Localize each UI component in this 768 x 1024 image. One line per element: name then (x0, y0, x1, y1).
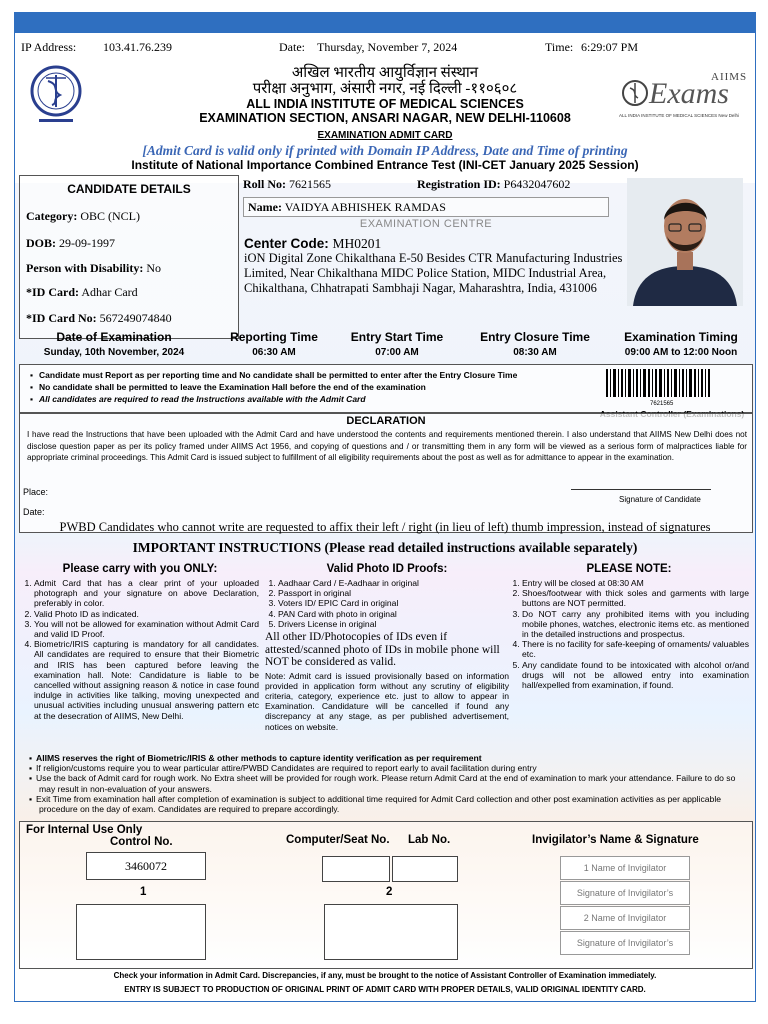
list-item: 5. Any candidate found to be intoxicated with alcohol or/and drugs will not be allowed entry into examination hall/expelled from examination, if found. (522, 660, 749, 691)
please-note-title: PLEASE NOTE: (586, 563, 672, 575)
id-note: All other ID/Photocopies of IDs even if attested/scanned photo of IDs in mobile phone will NOT be considered as valid. (265, 631, 500, 669)
box-2[interactable] (324, 904, 458, 960)
date-label-decl: Date: (23, 507, 45, 517)
id-card-value: Adhar Card (81, 285, 138, 299)
list-item: 3. Voters ID/ EPIC Card in original (278, 598, 509, 608)
logo-aiims-text: AIIMS (711, 71, 748, 83)
ip-value: 103.41.76.239 (103, 40, 172, 54)
lab-no-label: Lab No. (408, 834, 451, 846)
dob-row: DOB: 29-09-1997 (26, 236, 115, 250)
exam-date-cell: Date of Examination Sunday, 10th November, 2024 (43, 330, 185, 358)
carry-list (21, 578, 259, 721)
control-no-label: Control No. (110, 836, 173, 848)
header-english-1: ALL INDIA INSTITUTE OF MEDICAL SCIENCES (246, 97, 524, 111)
invigilator-label: Invigilator’s Name & Signature (532, 834, 699, 846)
exam-timing-cell: Examination Timing 09:00 AM to 12:00 Noon (624, 330, 738, 358)
id-proofs-column (265, 563, 509, 732)
admit-card-title: EXAMINATION ADMIT CARD (317, 130, 453, 141)
invigilator-2-signature[interactable]: Signature of Invigilator’s (560, 931, 690, 955)
list-item: 5. Drivers License in original (278, 619, 509, 629)
box-2-label: 2 (386, 886, 393, 898)
aiims-exams-logo (619, 71, 751, 127)
control-no-box: 3460072 (86, 852, 206, 880)
logo-sub-text: ALL INDIA INSTITUTE OF MEDICAL SCIENCES New Delhi (619, 113, 739, 118)
pwd-row: Person with Disability: No (26, 261, 162, 275)
barcode-icon (606, 369, 710, 397)
seat-no-box[interactable] (322, 856, 390, 882)
place-label: Place: (23, 487, 49, 497)
rule-item: ▪ Candidate must Report as per reporting time and No candidate shall be permitted to enter after the Entry Closure Time (30, 369, 590, 381)
header-hindi-1: अखिल भारतीय आयुर्विज्ञान संस्थान (291, 65, 479, 81)
person-photo-icon (627, 178, 743, 306)
rule-item: ▪ No candidate shall be permitted to leave the Examination Hall before the end of the examination (30, 381, 590, 393)
barcode-number: 7621565 (650, 401, 674, 407)
list-item: 4. There is no facility for safe-keeping of ornaments/ valuables etc. (522, 639, 749, 659)
list-item: ▪ Exit Time from examination hall after completion of examination is subject to additional time required for Admit Card collection and other post examination activities as per applicable procedure on the day of exam. Candidates are required to prepare accordingly. (29, 794, 753, 814)
please-note-column (509, 563, 749, 690)
time-value: 6:29:07 PM (581, 40, 639, 54)
list-item: ▪ Use the back of Admit card for rough work. No Extra sheet will be provided for rough work. Please return Admit Card at the end of examination to mark your attendance. Failure to do so may result in non-evaluation of your answers. (29, 773, 753, 793)
footer-note-1: Check your information in Admit Card. Discrepancies, if any, must be brought to the notice of Assistant Controller of Examination immediately. (113, 971, 657, 980)
time-label: Time: (545, 40, 574, 54)
top-bar (15, 13, 755, 33)
registration-id: Registration ID: P6432047602 (417, 177, 571, 191)
important-instructions-title: IMPORTANT INSTRUCTIONS (Please read detailed instructions available separately) (132, 540, 638, 555)
exam-name: Institute of National Importance Combined Entrance Test (INI-CET January 2025 Session) (131, 158, 639, 172)
list-item: 4. Biometric/IRIS capturing is mandatory for all candidates. All candidates are required to ensure that their Biometric and IRIS has been captured before leaving the examination hall. Note: Candidature is liable to be cancelled without assigning reason & notice in case found indulge in activities like talking, moving unexpected and unusual activities including unusual answering pattern etc at the desecration of AIIMS, New Delhi. (34, 639, 259, 721)
list-item: ▪ AIIMS reserves the right of Biometric/IRIS & other methods to capture identity verification as per requirement (29, 753, 753, 763)
invigilator-1-signature[interactable]: Signature of Invigilator’s (560, 881, 690, 905)
list-item: 2. Passport in original (278, 588, 509, 598)
entry-rules-box (19, 364, 753, 413)
entry-closure-cell: Entry Closure Time 08:30 AM (480, 330, 590, 358)
internal-use-title: For Internal Use Only (26, 824, 143, 836)
logo-exams-text: Exams (649, 77, 729, 110)
candidate-name: Name: VAIDYA ABHISHEK RAMDAS (243, 197, 609, 217)
invigilator-1-name[interactable]: 1 Name of Invigilator (560, 856, 690, 880)
general-instructions (29, 753, 753, 814)
id-note-2: Note: Admit card is issued provisionally based on information provided in application form without any scrutiny of eligibility criteria, category, experience etc. just to allow to appear in Examination. Candidature will be cancelled if found any discrepancy at any stage, as per published advertisement, notices on website. (265, 670, 509, 732)
list-item: 2. Shoes/footwear with thick soles and garments with large buttons are NOT permitted. (522, 588, 749, 608)
entry-start-cell: Entry Start Time 07:00 AM (350, 330, 444, 358)
candidate-details-title: CANDIDATE DETAILS (67, 182, 191, 196)
dob-value: 29-09-1997 (59, 236, 115, 250)
id-number-value: 567249074840 (99, 311, 172, 325)
list-item: 1. Admit Card that has a clear print of your uploaded photograph and your signature on above Declaration, preferably in color. (34, 578, 259, 609)
category-row: Category: OBC (NCL) (26, 209, 140, 223)
list-item: 1. Aadhaar Card / E-Aadhaar in original (278, 578, 509, 588)
carry-title: Please carry with you ONLY: (62, 563, 218, 575)
date-label: Date: (279, 40, 305, 54)
lab-no-box[interactable] (392, 856, 458, 882)
validity-note: [Admit Card is valid only if printed with Domain IP Address, Date and Time of printing (142, 143, 628, 158)
candidate-details-box (19, 175, 239, 339)
carry-column (21, 563, 259, 721)
reporting-time-cell: Reporting Time 06:30 AM (230, 330, 318, 358)
id-proofs-title: Valid Photo ID Proofs: (326, 563, 448, 575)
header-hindi-2: परीक्षा अनुभाग, अंसारी नगर, नई दिल्ली -११०६०८ (252, 81, 518, 97)
exam-schedule (19, 330, 753, 364)
category-value: OBC (NCL) (80, 209, 140, 223)
ip-label: IP Address: (21, 40, 77, 54)
list-item: 4. PAN Card with photo in original (278, 609, 509, 619)
footer-note-2: ENTRY IS SUBJECT TO PRODUCTION OF ORIGINAL PRINT OF ADMIT CARD WITH PROPER DETAILS, VALID ORIGINAL IDENTITY CARD. (124, 985, 646, 994)
list-item: ▪ If religion/customs require you to wear particular attire/PWBD Candidates are required to report early to avail facilitation during entry (29, 763, 753, 773)
center-address: iON Digital Zone Chikalthana E-50 Besides CTR Manufacturing Industries Limited, Near Chikalthana MIDC Police Station, MIDC Industrial Area, Chikalthana, Chhatrapati Sambhaji Nagar, Maharashtra, India, 431006 (244, 251, 623, 295)
seat-no-label: Computer/Seat No. (286, 834, 390, 846)
signature-label: Signature of Candidate (619, 495, 701, 504)
box-1-label: 1 (140, 886, 147, 898)
center-code: Center Code: MH0201 (244, 236, 382, 251)
list-item: 1. Entry will be closed at 08:30 AM (522, 578, 749, 588)
roll-number: Roll No: 7621565 (243, 177, 331, 191)
id-number-row: *ID Card No: 567249074840 (26, 311, 172, 325)
box-1[interactable] (76, 904, 206, 960)
declaration-text: I have read the Instructions that have been uploaded with the Admit Card and have understood the contents and requirements mentioned therein. I also understand that AIIMS New Delhi does not disclose question paper as per its policy framed under AIIMS Act 1956, and copying of questions and / or transmitting them in any form will be viewed as a serious form of malpractices liable for appropriate criminal proceedings. This Admit Card is issued subject to fulfillment of all eligibility requirements about the post as well as for admittance to appear in the examination. (27, 430, 747, 462)
exam-centre-title: EXAMINATION CENTRE (359, 218, 493, 230)
admit-card-page (14, 12, 756, 1002)
id-proofs-list (265, 578, 509, 629)
list-item: 3. You will not be allowed for examination without Admit Card and valid ID Proof. (34, 619, 259, 639)
small-emblem-icon (621, 79, 649, 107)
entry-rules-list (30, 369, 590, 405)
date-value: Thursday, November 7, 2024 (317, 40, 458, 54)
internal-use-box (19, 821, 753, 969)
pwbd-note: PWBD Candidates who cannot write are requested to affix their left / right (in lieu of left) thumb impression, instead of signatures (59, 520, 711, 534)
declaration-box (19, 413, 753, 533)
please-note-list (509, 578, 749, 690)
id-card-row: *ID Card: Adhar Card (26, 285, 138, 299)
signature-line (571, 489, 711, 490)
declaration-title: DECLARATION (346, 415, 426, 427)
pwd-value: No (146, 261, 162, 275)
header-english-2: EXAMINATION SECTION, ANSARI NAGAR, NEW DELHI-110608 (199, 111, 571, 125)
rule-item: ▪ All candidates are required to read the Instructions available with the Admit Card (30, 393, 590, 405)
list-item: 2. Valid Photo ID as indicated. (34, 609, 259, 619)
invigilator-2-name[interactable]: 2 Name of Invigilator (560, 906, 690, 930)
list-item: 3. Do NOT carry any prohibited items with you including mobile phones, watches, electronic items etc. as mentioned in the detailed instructions and prospectus. (522, 609, 749, 640)
candidate-photo (627, 178, 743, 306)
